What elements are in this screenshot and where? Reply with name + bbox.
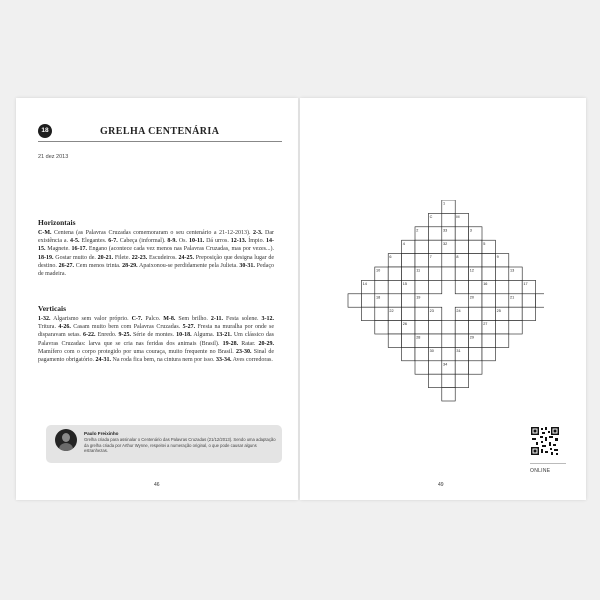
- grid-cell[interactable]: [415, 347, 428, 360]
- grid-cell[interactable]: [455, 321, 468, 334]
- grid-cell[interactable]: [415, 254, 428, 267]
- grid-cell[interactable]: [509, 280, 522, 293]
- cell-number: M: [456, 215, 460, 219]
- grid-cell[interactable]: [482, 307, 495, 320]
- grid-cell[interactable]: [375, 280, 388, 293]
- grid-cell[interactable]: [402, 307, 415, 320]
- grid-cell[interactable]: [455, 280, 468, 293]
- grid-cell[interactable]: [442, 374, 455, 387]
- grid-cell[interactable]: [442, 334, 455, 347]
- author-callout: [46, 425, 282, 463]
- grid-cell[interactable]: [509, 307, 522, 320]
- grid-cell[interactable]: [482, 267, 495, 280]
- puzzle-date: 21 dez 2013: [38, 154, 69, 160]
- cell-number: 15: [402, 282, 408, 286]
- left-page: [16, 98, 298, 500]
- cell-number: 16: [483, 282, 488, 286]
- online-label[interactable]: ONLINE: [530, 468, 551, 474]
- cell-number: 7: [429, 255, 432, 260]
- vertical-clues: 1-32. Algarismo sem valor próprio. C-7. Palco. M-8. Sem brilho. 2-11. Festa solene. 3-12. Tritura. 4-26. Casam muito bem com Palavras Cruzadas. 5-27. Fresta na muralha por onde se disparavam setas. 6-22. Enredo. 9-25. Série de montes. 10-18. Alguma. 13-21. Um clássico das Palavras Cruzadas: larva que se cria nas feridas dos animais (Brasil). 19-28. Ratar. 20-29. Mamífero com o corpo protegido por uma couraça, muito frequente no Brasil. 23-30. Sinal de pagamento obrigatório. 24-31. Na roda fica bem, na cintura nem por isso. 33-34. Aves corredoras.: [38, 316, 275, 364]
- cell-number: 14: [362, 282, 367, 286]
- grid-cell[interactable]: [428, 240, 441, 253]
- cell-number: 2: [416, 228, 419, 233]
- cell-number: 19: [416, 295, 421, 300]
- crossword-grid: [340, 200, 544, 404]
- right-page: [300, 98, 586, 500]
- grid-cell[interactable]: [469, 240, 482, 253]
- cell-number: 12: [469, 268, 475, 273]
- grid-cell[interactable]: [388, 321, 401, 334]
- grid-cell[interactable]: [428, 374, 441, 387]
- grid-cell[interactable]: [402, 267, 415, 280]
- author-name: Paulo Freixinho: [84, 431, 119, 436]
- horizontal-clues: C-M. Centena (as Palavras Cruzadas comemoraram o seu centenário a 21-12-2013). 2-3. Dar existência a. 4-5. Elegantes. 6-7. Cabeça (informal). 8-9. Os. 10-11. Dá urros. 12-13. Ímpio. 14-15. Magnete. 16-17. Engano (acontece cada vez menos nas Palavras Cruzadas, mas por vezes...). 18-19. Gostar muito de. 20-21. Filete. 22-23. Escudeiros. 24-25. Preposição que designa lugar de destino. 26-27. Cem menos trinta. 28-29. Apaixonou-se perdidamente pela Julieta. 30-31. Pedaço de madeira.: [38, 230, 275, 278]
- cell-number: 29: [469, 335, 475, 340]
- cell-number: 31: [456, 349, 461, 353]
- page-number-badge: 18: [38, 124, 52, 138]
- cell-number: 10: [376, 268, 381, 273]
- grid-cell[interactable]: [442, 254, 455, 267]
- cell-number: 5: [483, 241, 486, 246]
- cell-number: 27: [483, 322, 488, 327]
- cell-number: 6: [389, 255, 392, 260]
- grid-cell[interactable]: [388, 280, 401, 293]
- grid-cell[interactable]: [428, 267, 441, 280]
- grid-cell[interactable]: [402, 254, 415, 267]
- qr-code-icon[interactable]: [530, 426, 560, 456]
- grid-cell[interactable]: [495, 321, 508, 334]
- grid-cell[interactable]: [415, 280, 428, 293]
- grid-cell[interactable]: [455, 374, 468, 387]
- grid-cell[interactable]: [361, 294, 374, 307]
- grid-cell[interactable]: [428, 334, 441, 347]
- cell-number: 3: [469, 228, 472, 233]
- cell-number: 11: [416, 268, 421, 273]
- grid-cell[interactable]: [455, 334, 468, 347]
- grid-cell[interactable]: [415, 240, 428, 253]
- grid-cell[interactable]: [442, 321, 455, 334]
- cell-number: 30: [429, 349, 434, 353]
- grid-cell[interactable]: [402, 347, 415, 360]
- grid-cell[interactable]: [469, 280, 482, 293]
- grid-cell[interactable]: [402, 294, 415, 307]
- grid-cell[interactable]: [455, 227, 468, 240]
- grid-cell[interactable]: [482, 294, 495, 307]
- grid-cell[interactable]: [428, 321, 441, 334]
- cell-number: 32: [443, 241, 448, 246]
- grid-cell[interactable]: [536, 294, 544, 307]
- grid-cell[interactable]: [455, 240, 468, 253]
- grid-cell[interactable]: [522, 294, 535, 307]
- title-divider: [38, 141, 282, 142]
- cell-number: 21: [510, 295, 515, 300]
- cell-number: 9: [496, 255, 499, 260]
- cell-number: 22: [389, 308, 394, 313]
- grid-cell[interactable]: [442, 213, 455, 226]
- page-folio: 49: [438, 482, 444, 488]
- grid-cell[interactable]: [522, 307, 535, 320]
- cell-number: 4: [402, 241, 405, 246]
- grid-cell[interactable]: [469, 307, 482, 320]
- grid-cell[interactable]: [455, 361, 468, 374]
- grid-cell[interactable]: [469, 347, 482, 360]
- grid-cell[interactable]: [442, 388, 455, 401]
- page-folio: 46: [154, 482, 160, 488]
- grid-cell[interactable]: [495, 267, 508, 280]
- cell-number: 1: [443, 201, 446, 206]
- grid-cell[interactable]: [402, 334, 415, 347]
- grid-cell[interactable]: [495, 294, 508, 307]
- grid-cell[interactable]: [469, 321, 482, 334]
- grid-cell[interactable]: [482, 347, 495, 360]
- grid-cell[interactable]: [361, 307, 374, 320]
- grid-cell[interactable]: [415, 361, 428, 374]
- grid-cell[interactable]: [428, 280, 441, 293]
- grid-cell[interactable]: [428, 361, 441, 374]
- author-avatar: [55, 429, 77, 451]
- page-title: GRELHA CENTENÁRIA: [100, 126, 220, 137]
- grid-cell[interactable]: [388, 294, 401, 307]
- horizontals-heading: Horizontais: [38, 218, 76, 227]
- grid-cell[interactable]: [455, 267, 468, 280]
- cell-number: 33: [443, 228, 448, 233]
- grid-cell[interactable]: [388, 334, 401, 347]
- grid-cell[interactable]: [482, 254, 495, 267]
- cell-number: 34: [443, 362, 448, 367]
- grid-cell[interactable]: [388, 267, 401, 280]
- cell-number: 26: [402, 322, 408, 327]
- grid-cell[interactable]: [442, 347, 455, 360]
- grid-cell[interactable]: [469, 254, 482, 267]
- cell-number: 28: [416, 335, 421, 340]
- cell-number: 25: [496, 308, 501, 313]
- grid-cell[interactable]: [482, 334, 495, 347]
- grid-cell[interactable]: [415, 307, 428, 320]
- grid-cell[interactable]: [428, 227, 441, 240]
- grid-cell[interactable]: [469, 361, 482, 374]
- verticals-heading: Verticais: [38, 304, 67, 313]
- grid-cell[interactable]: [375, 321, 388, 334]
- grid-cell[interactable]: [509, 321, 522, 334]
- cell-number: 8: [456, 255, 459, 260]
- online-divider: [530, 463, 566, 464]
- grid-cell[interactable]: [442, 267, 455, 280]
- grid-cell[interactable]: [495, 334, 508, 347]
- cell-number: 24: [456, 308, 461, 313]
- cell-number: 20: [469, 295, 475, 300]
- cell-number: C: [429, 215, 433, 219]
- cell-number: 18: [376, 295, 381, 300]
- author-note: Grelha criada para assinalar o Centenário das Palavras Cruzadas (21/12/2013). Sendo uma adaptação da grelha criada por Arthur Wynne, respeitei a numeração original, o que pode causar alguns estranhezas.: [84, 437, 276, 454]
- cell-number: 23: [429, 308, 434, 313]
- grid-cell[interactable]: [415, 321, 428, 334]
- grid-cell[interactable]: [495, 280, 508, 293]
- cell-number: 13: [510, 268, 515, 273]
- grid-cell[interactable]: [348, 294, 361, 307]
- grid-cell[interactable]: [375, 307, 388, 320]
- cell-number: 17: [523, 282, 528, 286]
